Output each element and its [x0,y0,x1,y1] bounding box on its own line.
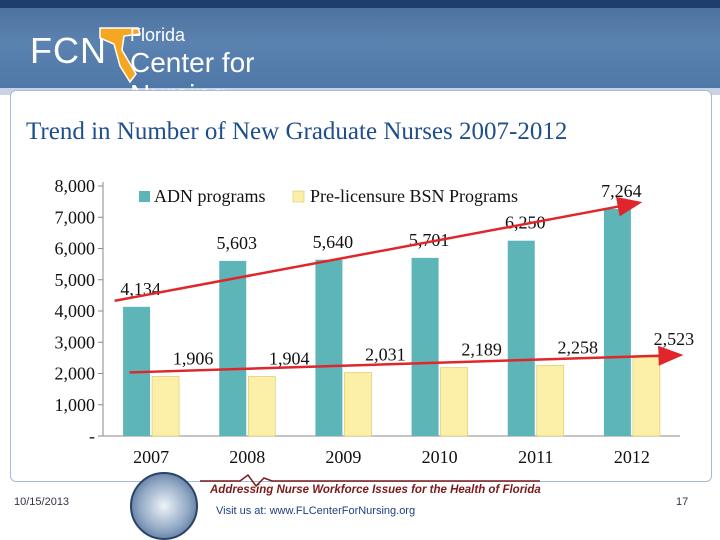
trend-arrow-adn [115,203,638,301]
data-label-bsn: 2,189 [461,339,502,360]
y-tick-label: 3,000 [54,332,95,353]
data-label-bsn: 1,904 [269,348,310,369]
legend-swatch-bsn [293,191,304,202]
bar-adn [315,260,342,436]
y-tick-label: 5,000 [54,269,95,290]
footer-tagline: Addressing Nurse Workforce Issues for the Health of Florida [210,484,541,496]
bar-adn [508,241,535,436]
bar-bsn [248,377,275,437]
x-tick-label: 2009 [325,447,362,467]
logo-line-2: Center for [130,47,255,78]
y-tick-label: 4,000 [54,301,95,321]
x-tick-label: 2012 [613,447,650,467]
data-label-bsn: 1,906 [172,348,214,369]
data-label-adn: 6,250 [505,212,546,233]
bar-bsn [537,365,564,436]
x-tick-label: 2008 [229,447,266,467]
y-tick-label: 8,000 [54,176,95,196]
y-tick-label: - [89,426,95,446]
data-label-adn: 5,603 [216,232,257,253]
bar-adn [604,209,631,436]
y-tick-label: 7,000 [54,207,95,228]
bar-bsn [152,376,179,436]
data-label-adn: 5,640 [312,231,354,252]
x-tick-label: 2007 [133,447,170,467]
logo-abbreviation: FCN [30,30,107,71]
bar-adn [412,258,439,436]
x-tick-label: 2010 [421,447,458,467]
y-tick-label: 6,000 [54,238,95,259]
state-seal-icon [130,472,198,540]
data-label-bsn: 2,523 [653,329,695,350]
data-label-adn: 4,134 [120,278,161,299]
footer-url[interactable]: Visit us at: www.FLCenterForNursing.org [216,505,416,517]
bar-bsn [441,368,468,436]
logo-line-1: Florida [130,25,186,45]
legend-label-adn: ADN programs [154,186,266,206]
y-tick-label: 2,000 [54,363,95,384]
legend-label-bsn: Pre-licensure BSN Programs [310,186,518,206]
data-label-bsn: 2,031 [365,344,406,365]
data-label-adn: 7,264 [601,181,642,201]
data-label-adn: 5,701 [408,229,450,250]
bar-bsn [344,373,371,436]
slide-title: Trend in Number of New Graduate Nurses 2007-2012 [26,118,568,145]
bar-bsn [633,357,660,436]
page-number: 17 [676,496,689,508]
x-tick-label: 2011 [518,447,554,467]
footer-date: 10/15/2013 [14,496,70,508]
legend-swatch-adn [139,191,150,202]
y-tick-label: 1,000 [54,394,95,415]
bar-adn [219,261,246,436]
data-label-bsn: 2,258 [557,337,598,358]
